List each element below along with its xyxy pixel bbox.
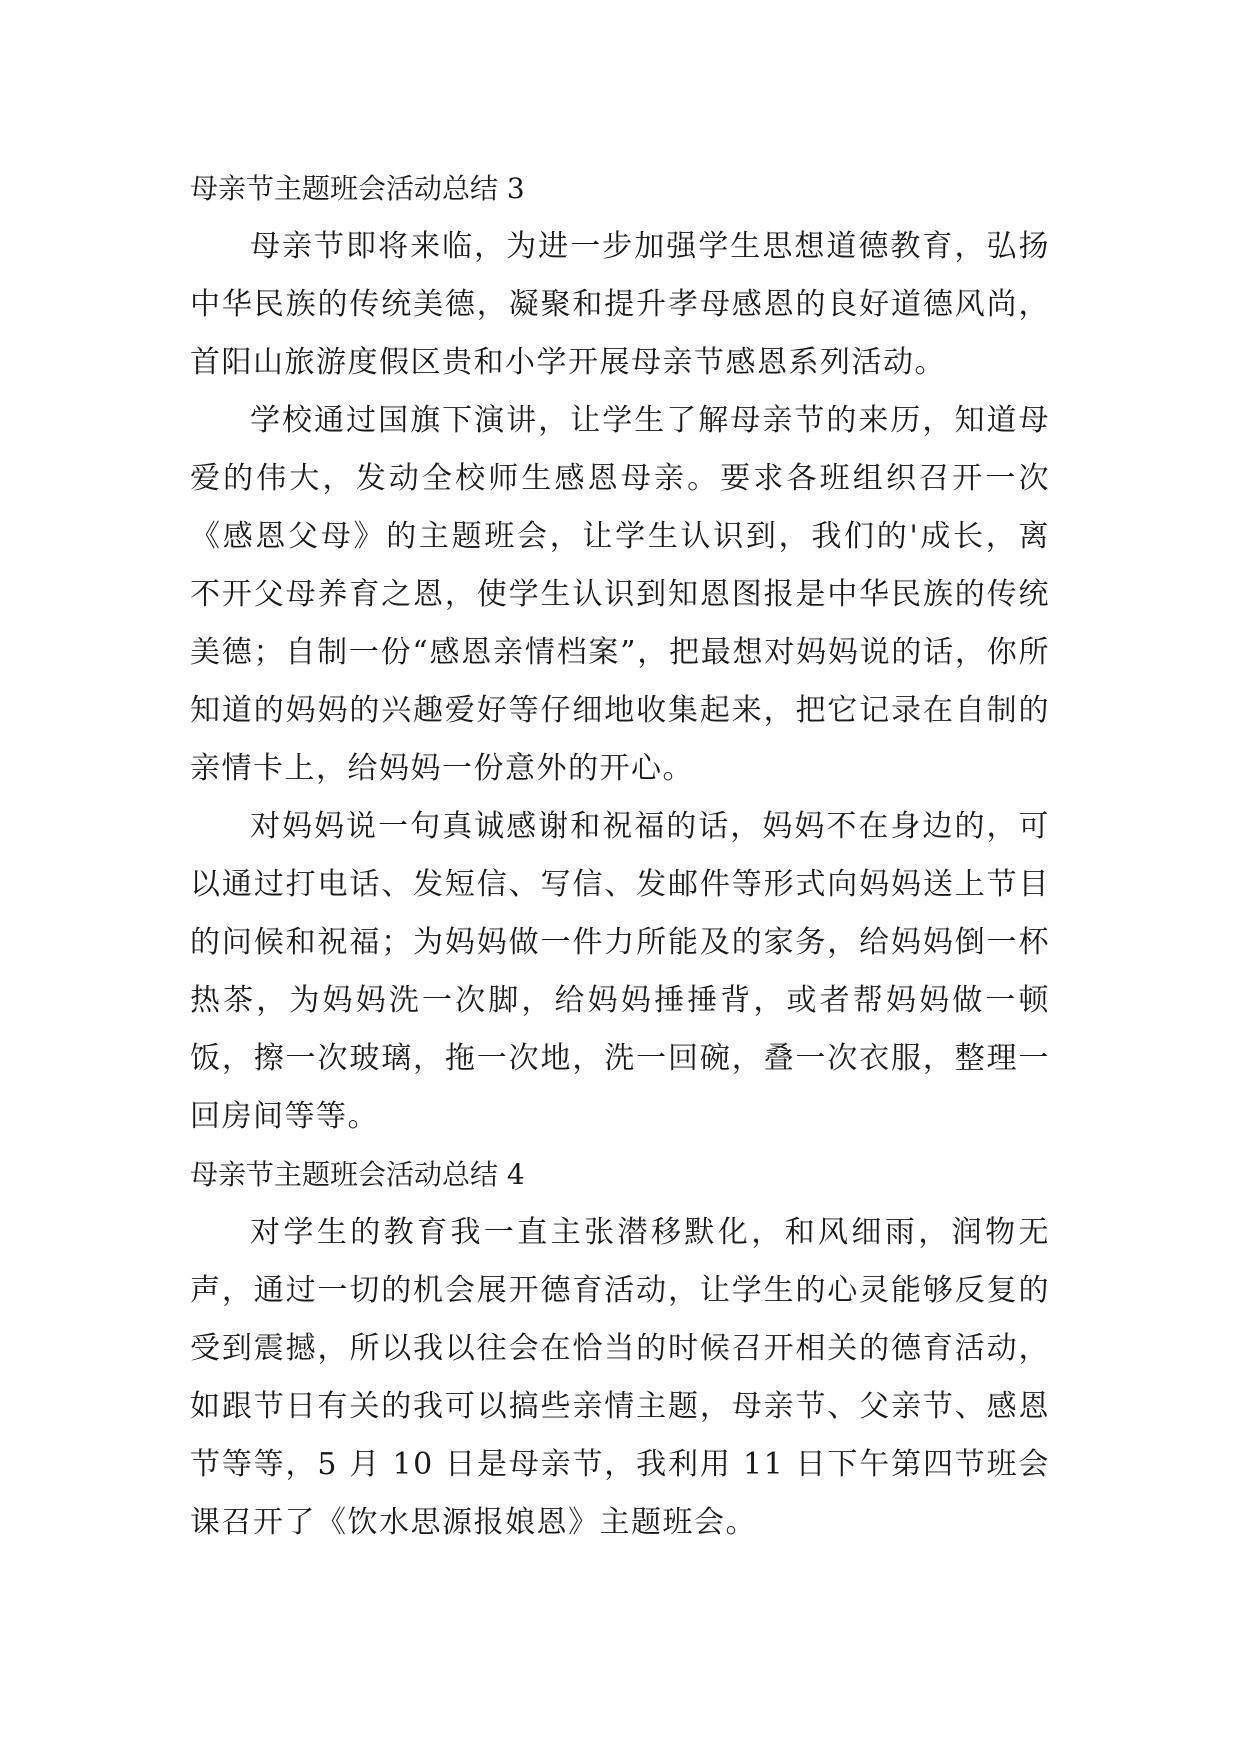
paragraph: 对学生的教育我一直主张潜移默化，和风细雨，润物无声，通过一切的机会展开德育活动，让学生的心灵能够反复的受到震撼，所以我以往会在恰当的时候召开相关的德育活动，如跟节日有关的我可以搞些亲情主题，母亲节、父亲节、感恩节等等，5 月 10 日是母亲节，我利用 11 日下午第四节班会课召开了《饮水思源报娘恩》主题班会。	[190, 1215, 1050, 1540]
section-title: 母亲节主题班会活动总结 3	[190, 172, 525, 205]
paragraph: 对妈妈说一句真诚感谢和祝福的话，妈妈不在身边的，可以通过打电话、发短信、写信、发邮件等形式向妈妈送上节目的问候和祝福；为妈妈做一件力所能及的家务，给妈妈倒一杯热茶，为妈妈洗一次脚，给妈妈捶捶背，或者帮妈妈做一顿饭，擦一次玻璃，拖一次地，洗一回碗，叠一次衣服，整理一回房间等等。	[190, 809, 1050, 1134]
paragraph: 母亲节即将来临，为进一步加强学生思想道德教育，弘扬中华民族的传统美德，凝聚和提升孝母感恩的良好道德风尚，首阳山旅游度假区贵和小学开展母亲节感恩系列活动。	[190, 229, 1050, 380]
paragraph: 学校通过国旗下演讲，让学生了解母亲节的来历，知道母爱的伟大，发动全校师生感恩母亲。要求各班组织召开一次《感恩父母》的主题班会，让学生认识到，我们的'成长，离不开父母养育之恩，使学生认识到知恩图报是中华民族的传统美德；自制一份“感恩亲情档案”，把最想对妈妈说的话，你所知道的妈妈的兴趣爱好等仔细地收集起来，把它记录在自制的亲情卡上，给妈妈一份意外的开心。	[190, 403, 1050, 786]
section-title: 母亲节主题班会活动总结 4	[190, 1158, 525, 1191]
document-page	[190, 160, 1050, 1552]
